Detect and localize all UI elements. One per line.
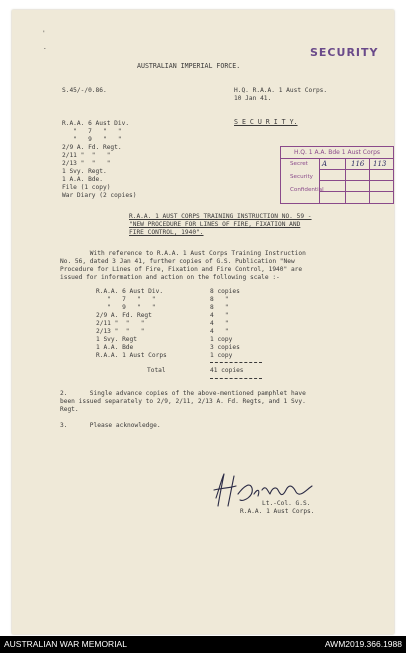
stamp-handwriting: 113 <box>373 160 387 168</box>
scale-qty: 3 copies <box>210 344 240 351</box>
scale-unit: 1 A.A. Bde <box>96 344 134 351</box>
distribution-item: " 9 " " <box>62 136 122 143</box>
scale-unit: 2/11 " " " <box>96 320 145 327</box>
body-line: Regt. <box>60 406 79 413</box>
signatory-rank: Lt.-Col. G.S. <box>262 500 311 507</box>
distribution-item: War Diary (2 copies) <box>62 192 137 199</box>
scale-qty: 8 copies <box>210 288 240 295</box>
receipt-stamp <box>280 146 394 204</box>
scale-unit: 2/13 " " " <box>96 328 145 335</box>
paragraph-3: 3. Please acknowledge. <box>60 422 161 429</box>
distribution-item: " 7 " " <box>62 128 122 135</box>
distribution-item: 2/13 " " " <box>62 160 111 167</box>
scale-qty: 1 copy <box>210 352 233 359</box>
stamp-row-label: Secret <box>290 161 308 167</box>
body-line: been issued separately to 2/9, 2/11, 2/13 A. Fd. Regts, and 1 Svy. <box>60 398 306 405</box>
scale-unit: " 7 " " <box>96 296 156 303</box>
scale-unit: " 9 " " <box>96 304 156 311</box>
punch-mark: ' <box>42 30 46 37</box>
stamp-handwriting: 116 <box>351 160 365 168</box>
body-line: 2. Single advance copies of the above-mentioned pamphlet have <box>60 390 306 397</box>
body-line: With reference to R.A.A. 1 Aust Corps Training Instruction <box>60 250 306 257</box>
archive-accession-number: AWM2019.366.1988 <box>324 639 402 649</box>
punch-mark: . <box>43 44 47 51</box>
subject-line: R.A.A. 1 AUST CORPS TRAINING INSTRUCTION NO. 59 - <box>129 213 312 220</box>
scale-unit: 2/9 A. Fd. Regt <box>96 312 152 319</box>
scale-qty: 8 " <box>210 304 229 311</box>
total-label: Total <box>147 367 166 374</box>
scale-qty: 8 " <box>210 296 229 303</box>
scale-qty: 4 " <box>210 312 229 319</box>
body-line: Procedure for Lines of Fire, Fixation and Fire Control, 1940" are <box>60 266 303 273</box>
distribution-item: File (1 copy) <box>62 184 111 191</box>
scale-unit: R.A.A. 6 Aust Div. <box>96 288 164 295</box>
distribution-item: 2/11 " " " <box>62 152 111 159</box>
stamp-handwriting: A <box>322 160 328 168</box>
sender-hq: H.Q. R.A.A. 1 Aust Corps. <box>234 87 328 94</box>
distribution-item: R.A.A. 6 Aust Div. <box>62 120 130 127</box>
archive-name: AUSTRALIAN WAR MEMORIAL <box>4 639 127 649</box>
body-line: No. 56, dated 3 Jan 41, further copies of G.S. Publication "New <box>60 258 295 265</box>
scale-qty: 4 " <box>210 320 229 327</box>
stamp-row-label: Confidential <box>290 187 324 193</box>
document-date: 10 Jan 41. <box>234 95 272 102</box>
distribution-item: 2/9 A. Fd. Regt. <box>62 144 122 151</box>
scale-unit: 1 Svy. Regt <box>96 336 137 343</box>
document-title: AUSTRALIAN IMPERIAL FORCE. <box>137 62 241 70</box>
stamp-row-label: Security <box>290 174 313 180</box>
subject-line: FIRE CONTROL, 1940". <box>129 229 204 236</box>
security-stamp: SECURITY <box>310 46 379 59</box>
distribution-item: 1 A.A. Bde. <box>62 176 103 183</box>
document-page <box>12 10 394 634</box>
scale-qty: 1 copy <box>210 336 233 343</box>
classification-heading: S E C U R I T Y. <box>234 118 298 126</box>
body-line: issued for information and action on the following scale :- <box>60 274 280 281</box>
total-rule <box>210 378 262 379</box>
total-value: 41 copies <box>210 367 244 374</box>
scale-qty: 4 " <box>210 328 229 335</box>
scale-unit: R.A.A. 1 Aust Corps <box>96 352 167 359</box>
total-rule <box>210 362 262 363</box>
archive-footer <box>0 636 406 653</box>
receipt-stamp-heading: H.Q. 1 A.A. Bde 1 Aust Corps <box>281 147 393 159</box>
signatory-unit: R.A.A. 1 Aust Corps. <box>240 508 315 515</box>
distribution-item: 1 Svy. Regt. <box>62 168 107 175</box>
subject-line: "NEW PROCEDURE FOR LINES OF FIRE, FIXATION AND <box>129 221 301 228</box>
file-reference: S.45/-/0.86. <box>62 87 107 94</box>
